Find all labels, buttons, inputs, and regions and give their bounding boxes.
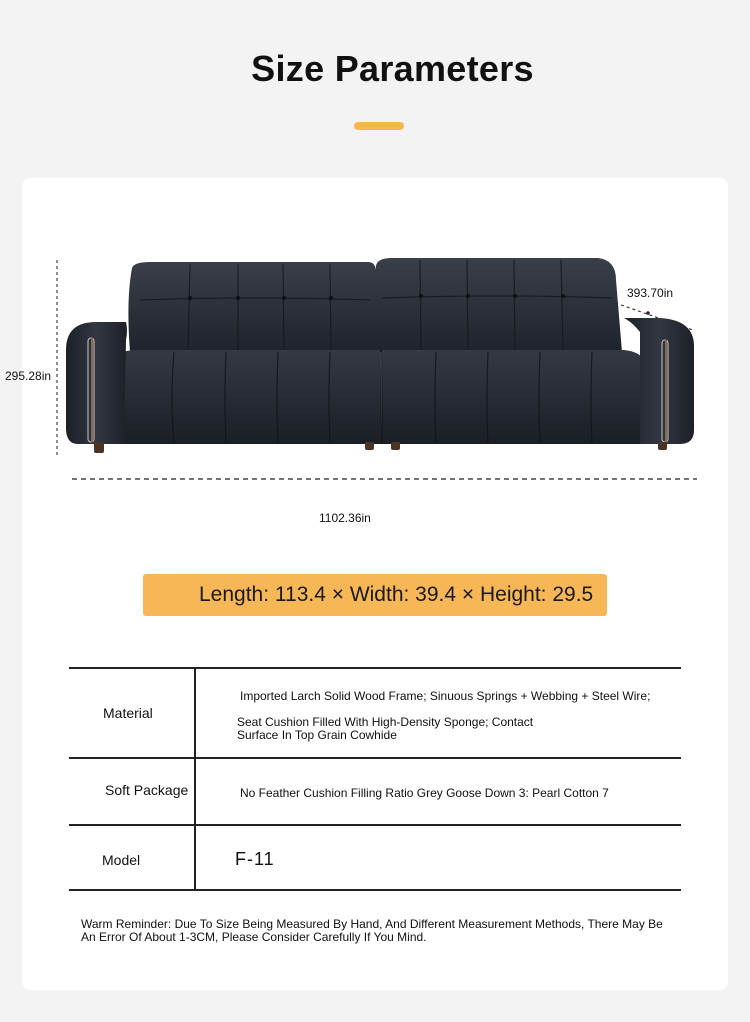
table-border-top [69,667,681,669]
sofa-left-arm [66,322,127,444]
model-label: Model [102,852,141,868]
sofa-seat [118,350,644,444]
table-column-divider [194,667,196,890]
reminder-line-2: An Error Of About 1-3CM, Please Consider Carefully If You Mind. [81,930,427,944]
height-dimension-label: 295.28in [5,369,52,383]
sofa-backrest [128,258,622,352]
material-label: Material [103,705,153,721]
material-line-2: Seat Cushion Filled With High-Density Sponge; Contact [237,715,534,729]
depth-dimension-label: 393.70in [627,286,674,300]
dimension-summary: Length: 113.4 × Width: 39.4 × Height: 29.5 [143,574,607,616]
material-line-3: Surface In Top Grain Cowhide [237,728,397,742]
width-dimension-label: 1102.36in [319,511,371,525]
table-divider [69,757,681,759]
soft-package-value: No Feather Cushion Filling Ratio Grey Goose Down 3: Pearl Cotton 7 [240,786,609,800]
model-value: F-11 [235,849,275,869]
page-title: Size Parameters [251,48,534,89]
material-line-1: Imported Larch Solid Wood Frame; Sinuous Springs + Webbing + Steel Wire; [240,689,651,703]
soft-package-label: Soft Package [105,782,189,798]
table-border-bottom [69,889,681,891]
reminder-line-1: Warm Reminder: Due To Size Being Measured By Hand, And Different Measurement Methods, There May Be [81,917,663,931]
table-divider [69,824,681,826]
warm-reminder [81,918,681,944]
